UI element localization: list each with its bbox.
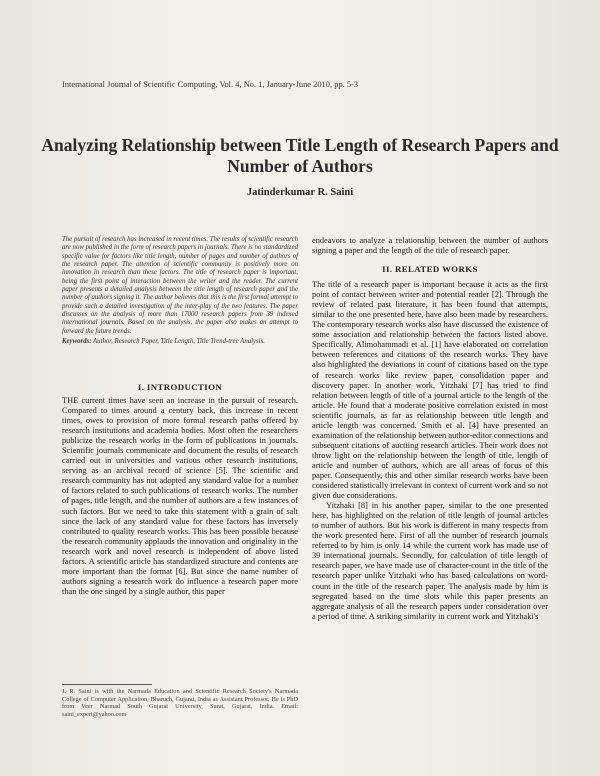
related-works-paragraph: Yitzhaki [8] in his another paper, similar to the one presented here, has highlighted on the relation of title length of journal articles to number of authors. But his work is different in many respects from the work presented here. First of all the number of research journals referred to by him is only 14 while the current work has made use of 39 international journals. Secondly, for calculation of title length of research paper, we have made use of character-count in the title of the research paper unlike Yitzhaki who has based calculations on word-count in the title of the research paper. The analysis made by him is segregated based on the time slots while this paper presents an aggregate analysis of all the research papers under consideration over a period of time. A striking similarity in current work and Yitzhaki's — [312, 501, 548, 621]
introduction-body — [62, 396, 298, 597]
abstract: The pursuit of research has increased in recent times. The results of scientific research are now published in the form of research papers in journals. There is no standardized specific value for factors like title length, number of pages and number of authors of the research paper. The attention of scientific community is positively more on innovation in research than these factors. The title of research paper is important, being the first point of interaction between the writer and the reader. The current paper presents a detailed analysis between the title length of research paper and the number of authors signing it. The author believes that this is the first formal attempt to provide such a detailed investigation of the inter-play of the two features. The paper discusses on the analysis of more than 17000 research papers from 39 indexed international journals. Based on the analysis, the paper also makes an attempt to forward the future trends. — [62, 236, 299, 335]
section-heading-related-works: II. RELATED WORKS — [382, 264, 478, 275]
introduction-paragraph: THE current times have seen an increase in the pursuit of research. Compared to times around a century back, this increase in recent times, owes to provision of more formal research paths offered by research institutions and academia bodies. Most often the researchers publicize the research works in the form of publications in journals. Scientific journals communicate and document the results of research carried out in universities and various other research institutions, serving as an archival record of science [5]. The scientific and research community has not adopted any standard value for a number of factors related to such publications of research works. The number of pages, title length, and the number of authors are a few instances of such factors. But we need to take this statement with a grain of salt since the lack of any standard value for these factors has inversely contributed to quality research works. This has been possible because the research community applauds the innovation and originality in the research work and novel research is independent of above listed factors. A scientific article has standardized structure and contents are more important than the format [6]. But since the name number of authors signing a research work do influence a research paper more than the one singed by a single author, this paper — [62, 396, 298, 596]
related-works-paragraph: The title of a research paper is important because it acts as the first point of contact between writer and potential reader [2]. Through the review of related past literature, it has been found that attempts, similar to the one presented here, have also been made by researchers. The contemporary research works also have discussed the existence of some association and relationship between the factors listed above. Specifically, Alimohammadi et al. [1] have elaborated on correlation between references and citations of the research works. They have also highlighted the deviations in count of citations based on the type of research works like review paper, consolidation paper and discovery paper. In another work, Yitzhaki [7] has tried to find relation between length of title of a journal article to the length of the article. He found that a moderate positive correlation existed in most scientific journals, as far as relationship between title length and article length was concerned. Smith et al. [4] have presented an examination of the relationship between author-editor connections and subsequent citations of auctiing research articles. Their work does not throw light on the relationship between the length of title, length of article and number of authors, which are all areas of focus of this paper. Consequently, this and other similar research works have been considered statistically irrelevant in context of current work and so not given due considerations. — [312, 280, 548, 501]
right-column — [312, 236, 548, 622]
left-column-top — [62, 236, 298, 346]
introduction-continued: endeavors to analyze a relationship between the number of authors signing a paper and the length of the title of research paper. — [312, 236, 548, 256]
section-heading-introduction: I. INTRODUCTION — [137, 382, 223, 392]
author-footnote: J. R. Saini is with the Narmada Education and Scientific Research Society's Narmada College of Computer Application, Bharuch, Gujarat, India as Assistant Professor. He is PhD from Veer Narmad South Gujarat University, Surat, Gujarat, India. Email: saini_expert@yahoo.com — [62, 688, 298, 719]
footnote-divider — [62, 684, 152, 685]
author-name: Jatinderkumar R. Saini — [246, 187, 354, 198]
keywords-label: Keywords: — [62, 338, 92, 346]
running-head: International Journal of Scientific Computing, Vol. 4, No. 1, January-June 2010, pp. 5-3 — [62, 80, 359, 89]
keywords — [62, 338, 298, 346]
keywords-text: Author, Research Paper, Title Length, Title Trend-tree Analysis. — [93, 338, 265, 346]
paper-title: Analyzing Relationship between Title Length of Research Papers and Number of Authors — [41, 135, 559, 176]
